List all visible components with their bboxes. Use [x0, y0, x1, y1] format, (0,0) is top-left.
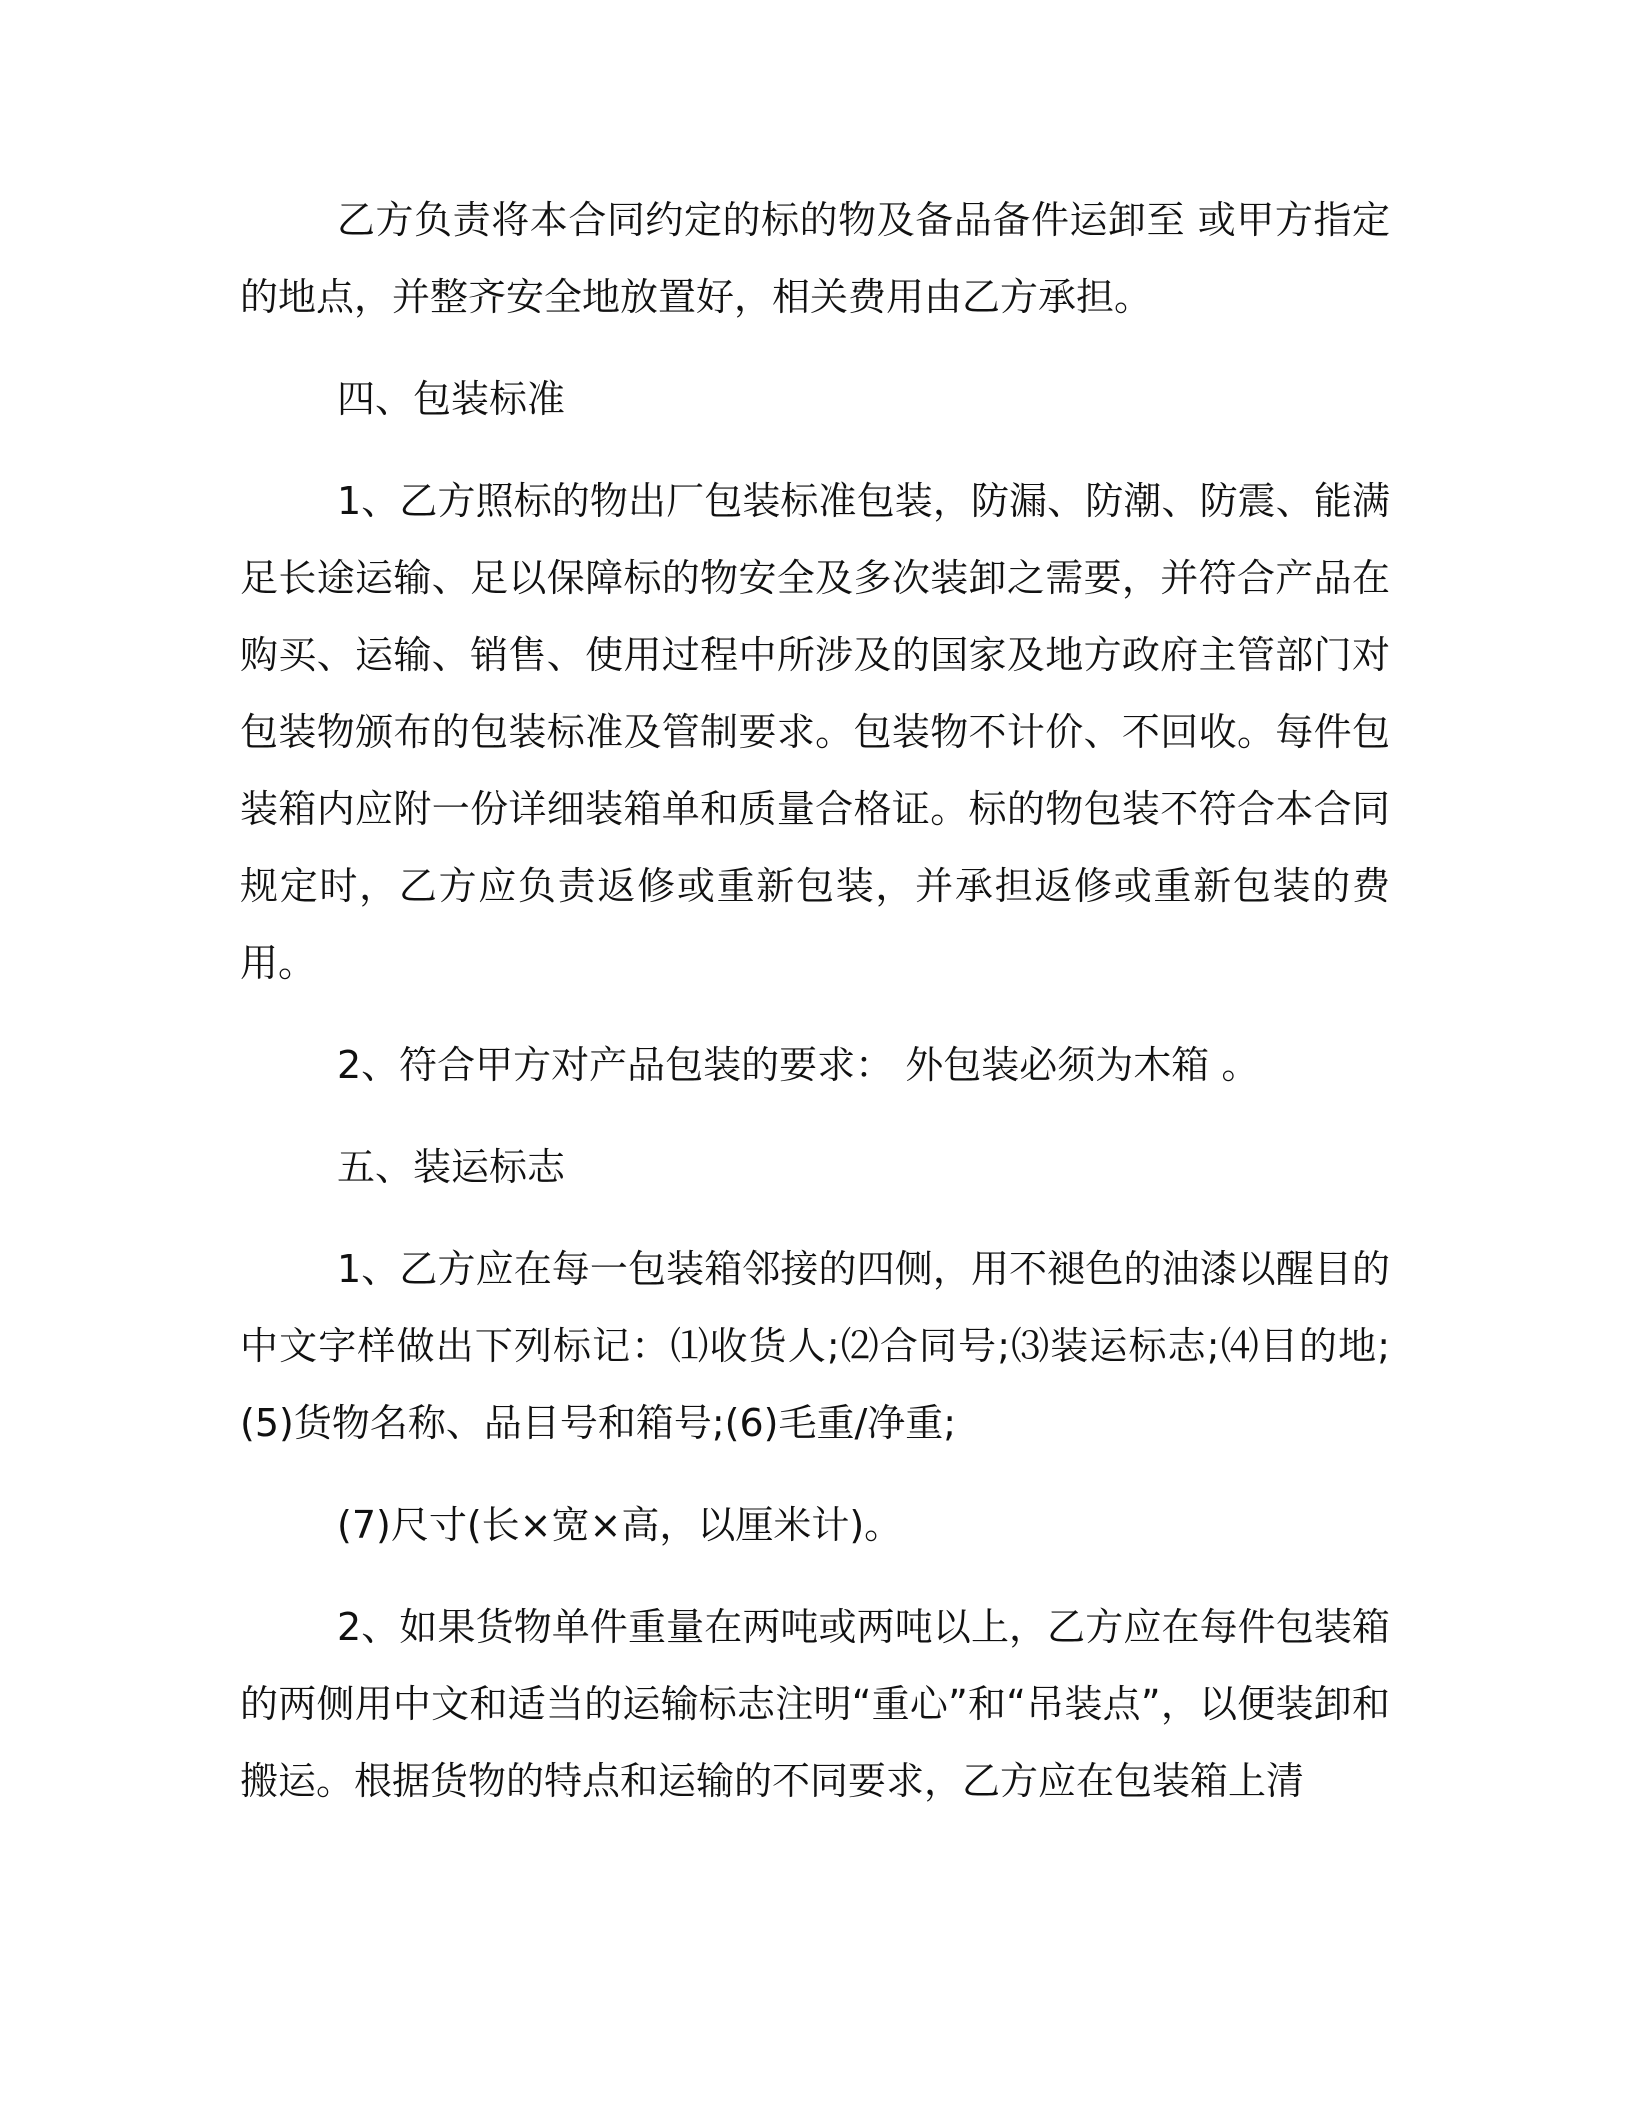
heading-shipping-marks: 五、装运标志: [337, 1145, 566, 1189]
paragraph-dimensions-note: (7)尺寸(长×宽×高，以厘米计)。: [337, 1503, 903, 1547]
paragraph-shipping-marks-clause-1: 1、乙方应在每一包装箱邻接的四侧，用不褪色的油漆以醒目的中文字样做出下列标记：⑴收货人;⑵合同号;⑶装运标志;⑷目的地;(5)货物名称、品目号和箱号;(6)毛重/净重;: [240, 1247, 1390, 1445]
heading-packaging-standard: 四、包装标准: [337, 377, 566, 421]
paragraph-delivery-location: 乙方负责将本合同约定的标的物及备品备件运卸至 或甲方指定的地点，并整齐安全地放置好，相关费用由乙方承担。: [240, 198, 1390, 319]
paragraph-packaging-clause-1: 1、乙方照标的物出厂包装标准包装，防漏、防潮、防震、能满足长途运输、足以保障标的物安全及多次装卸之需要，并符合产品在购买、运输、销售、使用过程中所涉及的国家及地方政府主管部门对包装物颁布的包装标准及管制要求。包装物不计价、不回收。每件包装箱内应附一份详细装箱单和质量合格证。标的物包装不符合本合同规定时，乙方应负责返修或重新包装，并承担返修或重新包装的费用。: [240, 479, 1390, 985]
paragraph-shipping-marks-clause-2: 2、如果货物单件重量在两吨或两吨以上，乙方应在每件包装箱的两侧用中文和适当的运输标志注明“重心”和“吊装点”，以便装卸和搬运。根据货物的特点和运输的不同要求，乙方应在包装箱上清: [240, 1605, 1390, 1803]
paragraph-packaging-clause-2: 2、符合甲方对产品包装的要求： 外包装必须为木箱 。: [337, 1043, 1260, 1087]
document-body: [240, 182, 1390, 1845]
